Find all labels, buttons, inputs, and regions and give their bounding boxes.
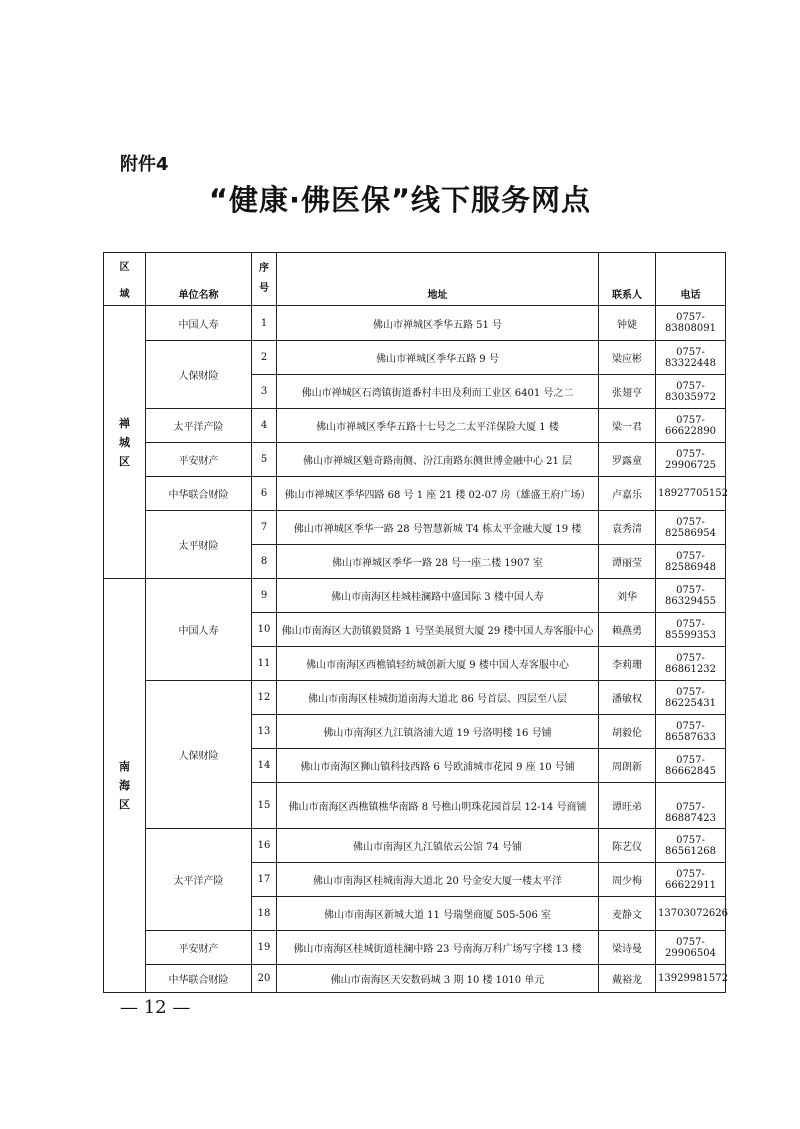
- contact-cell: 戴裕龙: [599, 965, 656, 993]
- seq-cell: 1: [252, 306, 277, 341]
- contact-cell: 麦静文: [599, 897, 656, 931]
- address-cell: 佛山市南海区九江镇依云公馆 74 号铺: [277, 829, 599, 863]
- region-nanhai: [104, 579, 146, 993]
- unit-name: 中国人寿: [146, 306, 252, 341]
- service-outlets-table: [103, 252, 726, 993]
- address-cell: 佛山市禅城区石湾镇街道番村丰田及利而工业区 6401 号之二: [277, 375, 599, 409]
- contact-cell: 罗露童: [599, 443, 656, 477]
- contact-cell: 梁应彬: [599, 341, 656, 375]
- address-cell: 佛山市禅城区季华一路 28 号智慧新城 T4 栋太平金融大厦 19 楼: [277, 511, 599, 545]
- attachment-label: 附件4: [120, 154, 169, 175]
- seq-cell: 16: [252, 829, 277, 863]
- header-address: 地址: [277, 253, 599, 306]
- seq-cell: 7: [252, 511, 277, 545]
- unit-name: 中国人寿: [146, 579, 252, 681]
- phone-cell: 0757-86887423: [656, 783, 726, 829]
- seq-cell: 5: [252, 443, 277, 477]
- phone-cell: 0757-86587633: [656, 715, 726, 749]
- phone-cell: 0757-29906725: [656, 443, 726, 477]
- address-cell: 佛山市禅城区季华五路 51 号: [277, 306, 599, 341]
- contact-cell: 潘敏权: [599, 681, 656, 715]
- contact-cell: 谭旺弟: [599, 783, 656, 829]
- unit-name: 中华联合财险: [146, 965, 252, 993]
- address-cell: 佛山市南海区桂城街道桂澜中路 23 号南海万科广场写字楼 13 楼: [277, 931, 599, 965]
- phone-cell: 0757-86662845: [656, 749, 726, 783]
- table-row: [104, 579, 726, 613]
- seq-cell: 11: [252, 647, 277, 681]
- contact-cell: 梁诗曼: [599, 931, 656, 965]
- header-unit: 单位名称: [146, 253, 252, 306]
- phone-cell: 13929981572: [656, 965, 726, 993]
- unit-name: 太平洋产险: [146, 829, 252, 931]
- seq-cell: 9: [252, 579, 277, 613]
- phone-cell: 0757-66622911: [656, 863, 726, 897]
- table-row: [104, 409, 726, 443]
- region-char: 南: [119, 760, 130, 773]
- phone-cell: 0757-86329455: [656, 579, 726, 613]
- unit-name: 人保财险: [146, 341, 252, 409]
- unit-name: 平安财产: [146, 443, 252, 477]
- region-chancheng: [104, 306, 146, 579]
- seq-cell: 6: [252, 477, 277, 511]
- table-row: [104, 681, 726, 715]
- contact-cell: 梁一君: [599, 409, 656, 443]
- header-region: [104, 253, 146, 306]
- phone-cell: 0757-83035972: [656, 375, 726, 409]
- seq-cell: 2: [252, 341, 277, 375]
- region-char: 城: [119, 435, 130, 449]
- address-cell: 佛山市南海区桂城街道南海大道北 86 号首层、四层至八层: [277, 681, 599, 715]
- unit-name: 人保财险: [146, 681, 252, 829]
- header-contact: 联系人: [599, 253, 656, 306]
- region-char: 区: [119, 454, 130, 468]
- unit-name: 太平财险: [146, 511, 252, 579]
- phone-cell: 0757-86225431: [656, 681, 726, 715]
- contact-cell: 袁秀清: [599, 511, 656, 545]
- seq-cell: 8: [252, 545, 277, 579]
- seq-cell: 17: [252, 863, 277, 897]
- header-phone: 电话: [656, 253, 726, 306]
- contact-cell: 陈艺仪: [599, 829, 656, 863]
- contact-cell: 赖燕勇: [599, 613, 656, 647]
- header-region-char-1: 区: [119, 262, 130, 273]
- table-row: [104, 443, 726, 477]
- address-cell: 佛山市南海区西樵镇樵华南路 8 号樵山明珠花园首层 12-14 号商铺: [277, 783, 599, 829]
- phone-cell: 0757-83808091: [656, 306, 726, 341]
- contact-cell: 刘华: [599, 579, 656, 613]
- address-cell: 佛山市南海区桂城桂澜路中盛国际 3 楼中国人寿: [277, 579, 599, 613]
- address-cell: 佛山市南海区新城大道 11 号瑞堡商厦 505-506 室: [277, 897, 599, 931]
- unit-name: 中华联合财险: [146, 477, 252, 511]
- phone-cell: 0757-83322448: [656, 341, 726, 375]
- header-seq-char-2: 号: [259, 283, 269, 294]
- contact-cell: 周少梅: [599, 863, 656, 897]
- phone-cell: 0757-85599353: [656, 613, 726, 647]
- table-row: [104, 829, 726, 863]
- header-seq-char-1: 序: [259, 263, 269, 274]
- table-row: [104, 965, 726, 993]
- contact-cell: 张翅亨: [599, 375, 656, 409]
- address-cell: 佛山市禅城区季华五路 9 号: [277, 341, 599, 375]
- contact-cell: 胡毅伦: [599, 715, 656, 749]
- address-cell: 佛山市禅城区季华五路十七号之二太平洋保险大厦 1 楼: [277, 409, 599, 443]
- address-cell: 佛山市南海区桂城南海大道北 20 号金安大厦一楼太平洋: [277, 863, 599, 897]
- table-row: [104, 511, 726, 545]
- table-row: [104, 306, 726, 341]
- page-title: “健康·佛医保”线下服务网点: [208, 183, 592, 217]
- phone-cell: 0757-66622890: [656, 409, 726, 443]
- phone-cell: 0757-86561268: [656, 829, 726, 863]
- address-cell: 佛山市南海区狮山镇科技西路 6 号欧浦城市花园 9 座 10 号铺: [277, 749, 599, 783]
- table-header-row: [104, 253, 726, 306]
- table-row: [104, 341, 726, 375]
- region-char: 区: [119, 798, 130, 811]
- seq-cell: 3: [252, 375, 277, 409]
- header-seq: [252, 253, 277, 306]
- seq-cell: 19: [252, 931, 277, 965]
- unit-name: 平安财产: [146, 931, 252, 965]
- address-cell: 佛山市南海区天安数码城 3 期 10 楼 1010 单元: [277, 965, 599, 993]
- seq-cell: 13: [252, 715, 277, 749]
- phone-cell: 13703072626: [656, 897, 726, 931]
- contact-cell: 钟婕: [599, 306, 656, 341]
- phone-cell: 0757-82586954: [656, 511, 726, 545]
- region-char: 海: [119, 779, 130, 792]
- seq-cell: 15: [252, 783, 277, 829]
- table-row: [104, 931, 726, 965]
- contact-cell: 谭丽莹: [599, 545, 656, 579]
- contact-cell: 周朗新: [599, 749, 656, 783]
- region-char: 禅: [119, 416, 130, 430]
- phone-cell: 0757-82586948: [656, 545, 726, 579]
- seq-cell: 4: [252, 409, 277, 443]
- address-cell: 佛山市南海区西樵镇轻纺城创新大厦 9 楼中国人寿客服中心: [277, 647, 599, 681]
- seq-cell: 14: [252, 749, 277, 783]
- seq-cell: 12: [252, 681, 277, 715]
- address-cell: 佛山市南海区大沥镇毅贤路 1 号坚美展贸大厦 29 楼中国人寿客服中心: [277, 613, 599, 647]
- page-number: — 12 —: [120, 997, 191, 1018]
- phone-cell: 0757-29906504: [656, 931, 726, 965]
- phone-cell: 0757-86861232: [656, 647, 726, 681]
- address-cell: 佛山市禅城区季华一路 28 号一座二楼 1907 室: [277, 545, 599, 579]
- unit-name: 太平洋产险: [146, 409, 252, 443]
- header-region-char-2: 域: [119, 289, 130, 300]
- contact-cell: 卢嘉乐: [599, 477, 656, 511]
- address-cell: 佛山市南海区九江镇洛浦大道 19 号洛明楼 16 号铺: [277, 715, 599, 749]
- address-cell: 佛山市禅城区魁奇路南侧、汾江南路东侧世博金融中心 21 层: [277, 443, 599, 477]
- phone-cell: 18927705152: [656, 477, 726, 511]
- seq-cell: 18: [252, 897, 277, 931]
- seq-cell: 20: [252, 965, 277, 993]
- address-cell: 佛山市禅城区季华四路 68 号 1 座 21 楼 02-07 房（雄盛王府广场）: [277, 477, 599, 511]
- seq-cell: 10: [252, 613, 277, 647]
- table-row: [104, 477, 726, 511]
- contact-cell: 李莉珊: [599, 647, 656, 681]
